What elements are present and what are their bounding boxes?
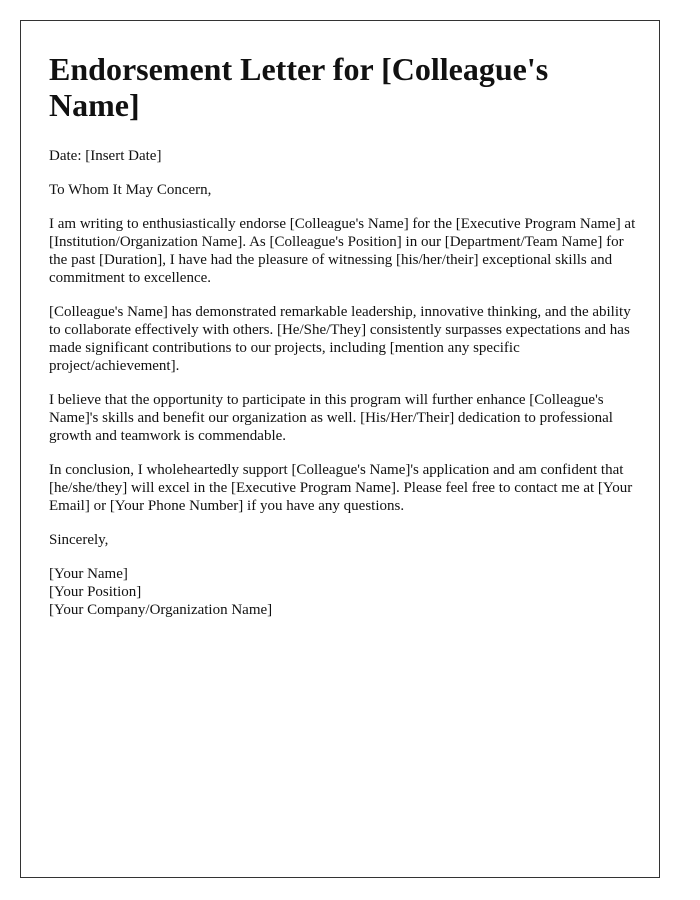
letter-content — [49, 51, 639, 619]
signature-organization: [Your Company/Organization Name] — [49, 602, 273, 618]
letter-page — [20, 20, 660, 878]
signature-name: [Your Name] — [49, 566, 128, 582]
signature-block — [49, 565, 639, 619]
letter-title: Endorsement Letter for [Colleague's Name] — [49, 51, 549, 123]
body-paragraph-2: [Colleague's Name] has demonstrated remarkable leadership, innovative thinking, and the ability to collaborate effectively with others. [He/She/They] consistently surpasses expectations and has made significant contributions to our projects, including [mention any specific project/achievement]. — [49, 304, 631, 374]
body-paragraph-4: In conclusion, I wholeheartedly support [Colleague's Name]'s application and am confident that [he/she/they] will excel in the [Executive Program Name]. Please feel free to contact me at [Your Email] or [Your Phone Number] if you have any questions. — [49, 462, 633, 514]
date-line: Date: [Insert Date] — [49, 148, 162, 164]
body-paragraph-3: I believe that the opportunity to participate in this program will further enhance [Colleague's Name]'s skills and benefit our organization as well. [His/Her/Their] dedication to professional growth and teamwork is commendable. — [49, 392, 613, 444]
closing: Sincerely, — [49, 532, 109, 548]
body-paragraph-1: I am writing to enthusiastically endorse [Colleague's Name] for the [Executive Program Name] at [Institution/Organization Name]. As [Colleague's Position] in our [Department/Team Name] for the past [Duration], I have had the pleasure of witnessing [his/her/their] exceptional skills and commitment to excellence. — [49, 216, 636, 286]
signature-position: [Your Position] — [49, 584, 142, 600]
salutation: To Whom It May Concern, — [49, 182, 212, 198]
